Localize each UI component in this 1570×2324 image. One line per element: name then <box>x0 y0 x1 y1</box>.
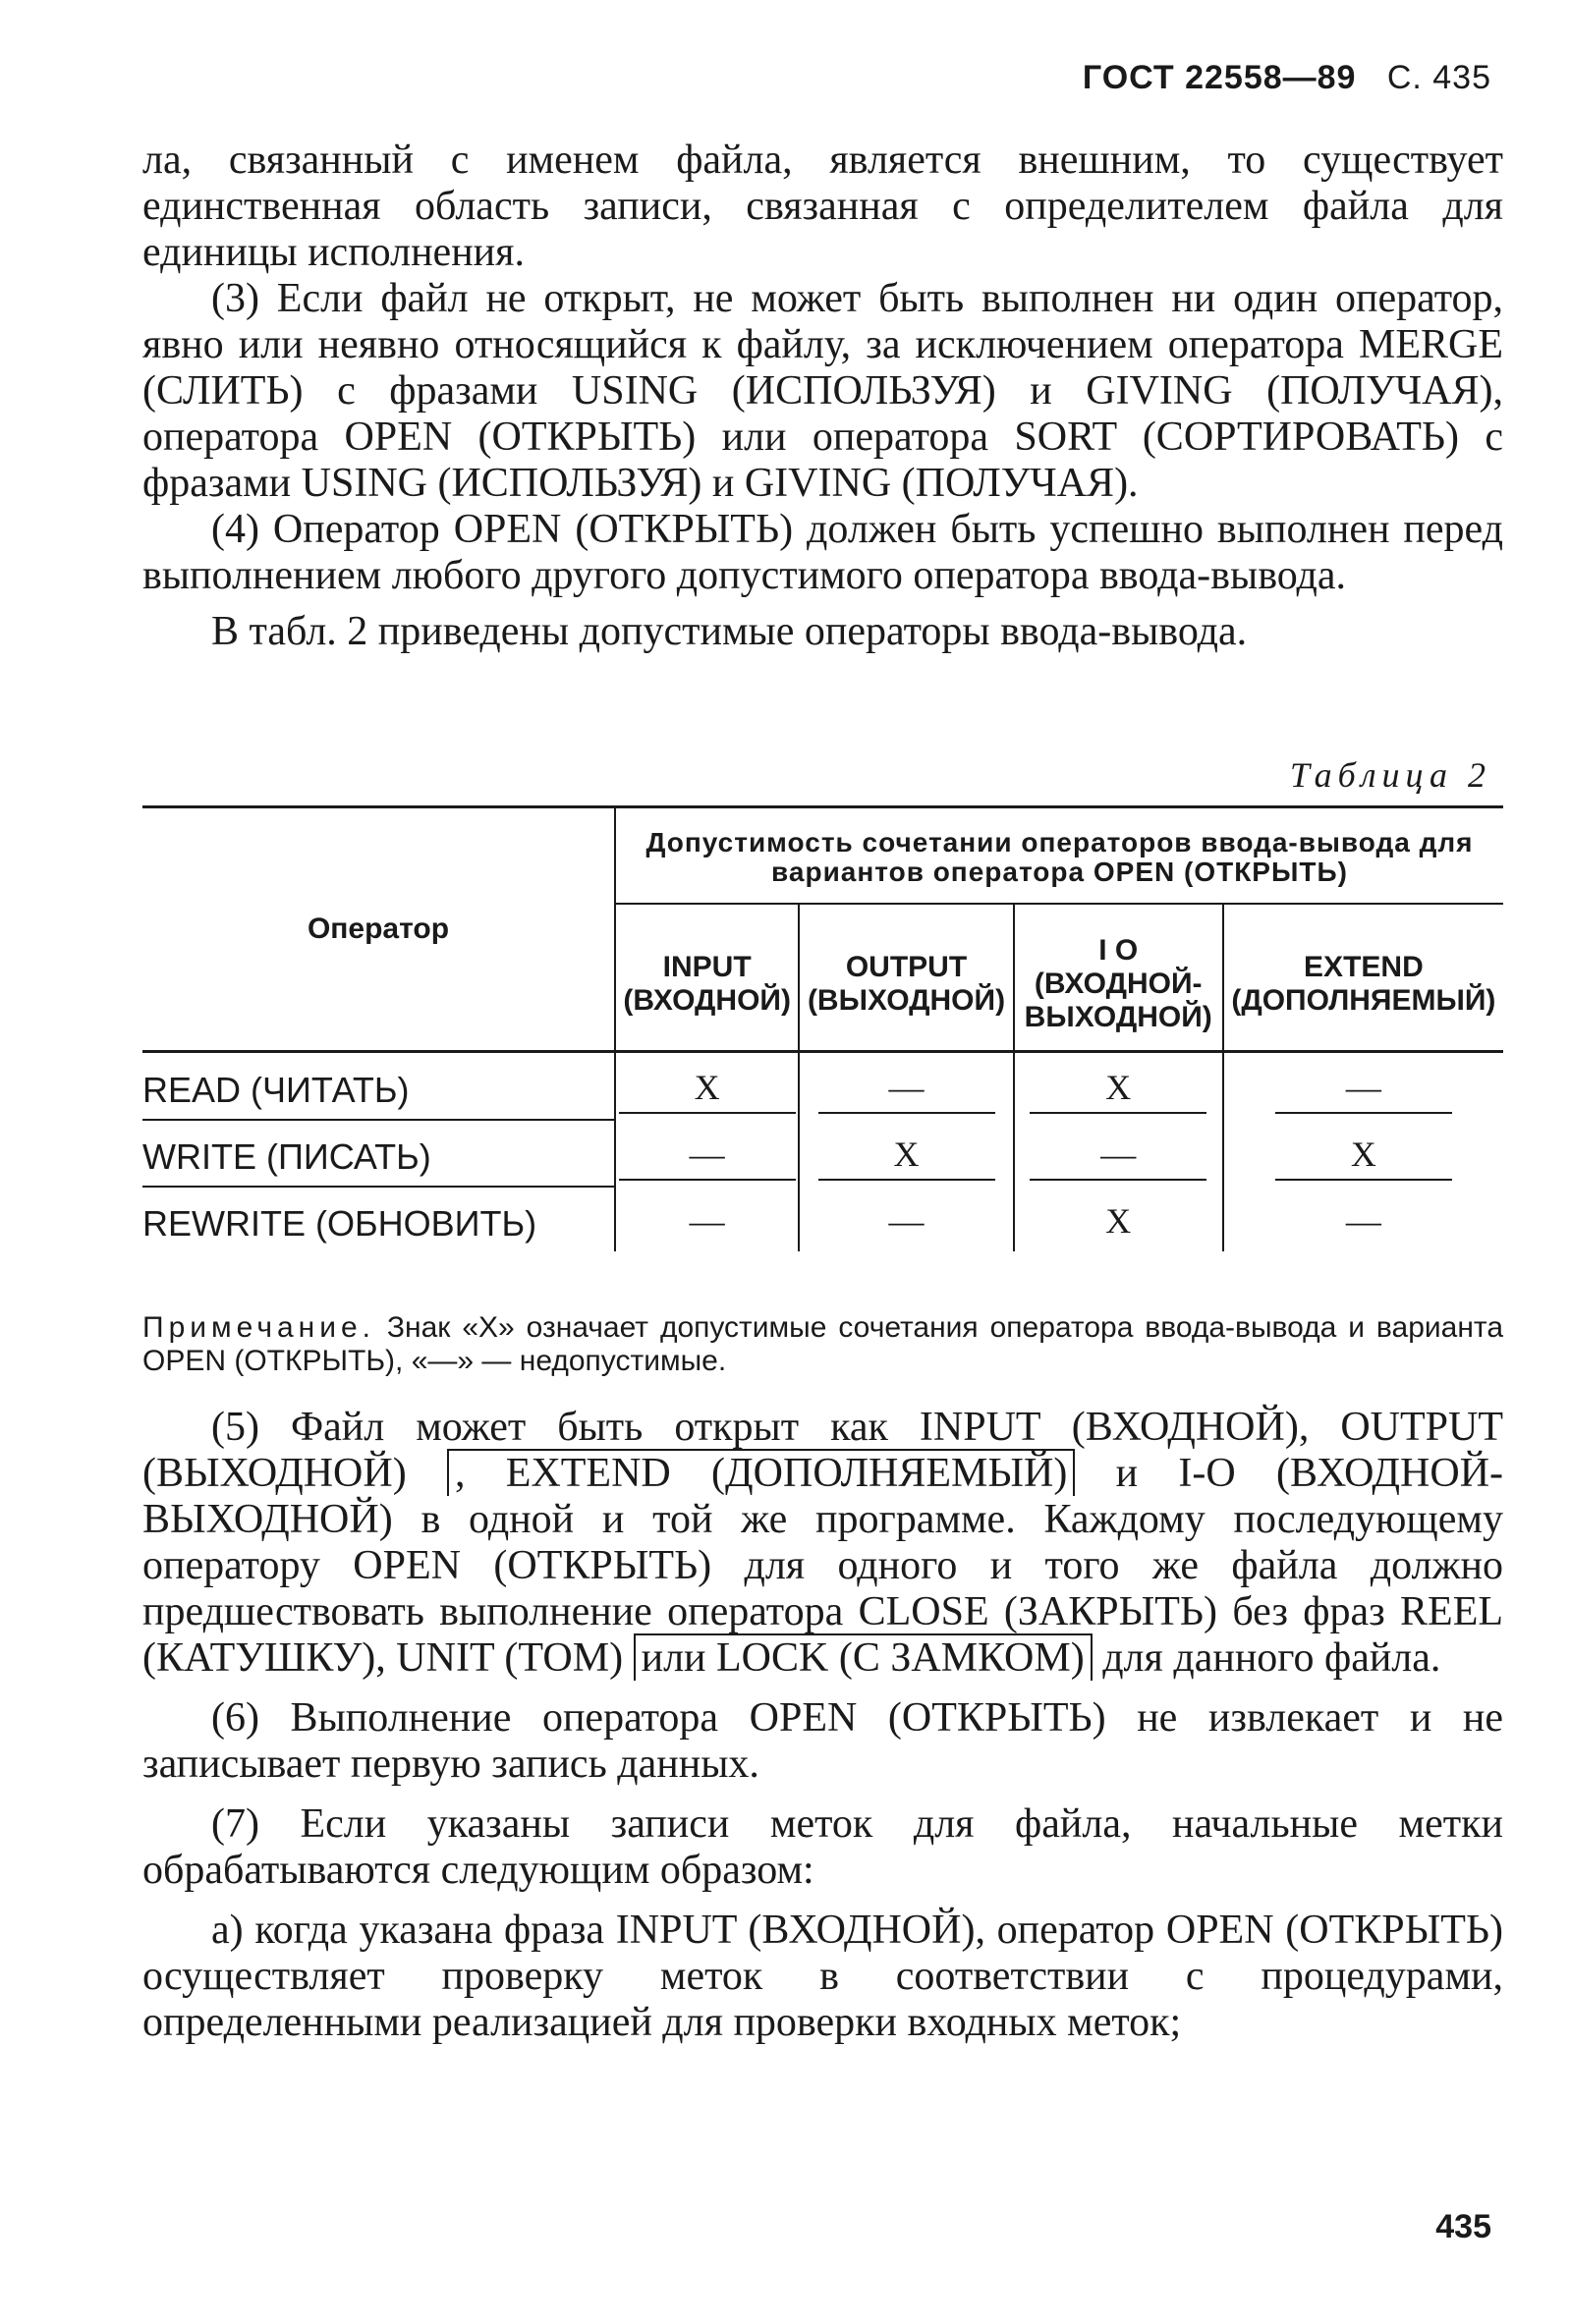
paragraph-4: (4) Оператор OPEN (ОТКРЫТЬ) должен быть успешно выполнен перед выполнением любого другого допустимого оператора ввода-вывода. <box>142 507 1503 598</box>
paragraph-5-boxed-lock: или LOCK (С ЗАМКОМ) <box>634 1633 1093 1681</box>
note-text: Знак «X» означает допустимые сочетания оператора ввода-вывода и варианта OPEN (ОТКРЫТЬ), «—» — недопустимые. <box>142 1311 1503 1377</box>
page-number: 435 <box>1435 2208 1491 2245</box>
paragraph-table-intro: В табл. 2 приведены допустимые операторы ввода-вывода. <box>211 609 1248 654</box>
col-header-operator: Оператор <box>142 807 615 1052</box>
table-caption: Таблица 2 <box>1289 755 1491 795</box>
col-header-extend: EXTEND (ДОПОЛНЯЕМЫЙ) <box>1223 904 1503 1052</box>
paragraph-7: (7) Если указаны записи меток для файла, начальные метки обрабатываются следующим образом: <box>142 1801 1503 1893</box>
table-note <box>142 1311 1503 1378</box>
gost-number: ГОСТ 22558—89 <box>1082 59 1357 96</box>
table-cell: X <box>1105 1201 1132 1241</box>
table-cell: — <box>818 1067 995 1114</box>
table-cell: X <box>619 1067 796 1114</box>
table-cell: X <box>1030 1067 1206 1114</box>
row-operator: WRITE (ПИСАТЬ) <box>142 1120 615 1187</box>
text-block-bottom <box>142 1405 1503 2046</box>
paragraph-continuation: ла, связанный с именем файла, является внешним, то существует единственная область записи, связанная с определителем файла для единицы исполнения. <box>142 138 1503 275</box>
col-header-group: Допустимость сочетании операторов ввода-вывода для вариантов оператора OPEN (ОТКРЫТЬ) <box>615 807 1503 905</box>
page-header <box>1083 59 1491 97</box>
header-page-ref: С. 435 <box>1386 59 1491 96</box>
col-header-io: I O (ВХОДНОЙ-ВЫХОДНОЙ) <box>1014 904 1223 1052</box>
table-row <box>142 1120 1503 1187</box>
paragraph-5-part-a: (5) Файл может быть открыт как INPUT (ВХОДНОЙ), OUTPUT (ВЫХОДНОЙ) <box>142 1405 1503 1496</box>
row-operator: READ (ЧИТАТЬ) <box>142 1052 615 1121</box>
table-cell: — <box>1275 1067 1452 1114</box>
table-cell: — <box>619 1134 796 1181</box>
note-label: Примечание. <box>142 1311 375 1344</box>
table-row <box>142 1187 1503 1251</box>
table-cell: X <box>1275 1134 1452 1181</box>
table-cell: X <box>818 1134 995 1181</box>
table-row <box>142 1052 1503 1121</box>
paragraph-6: (6) Выполнение оператора OPEN (ОТКРЫТЬ) не извлекает и не записывает первую запись данных. <box>142 1695 1503 1787</box>
col-header-input: INPUT (ВХОДНОЙ) <box>623 951 791 1017</box>
paragraph-3: (3) Если файл не открыт, не может быть выполнен ни один оператор, явно или неявно относящийся к файлу, за исключением оператора MERGE (СЛИТЬ) с фразами USING (ИСПОЛЬЗУЯ) и GIVING (ПОЛУЧАЯ), оператора OPEN (ОТКРЫТЬ) или оператора SORT (СОРТИРОВАТЬ) с фразами USING (ИСПОЛЬЗУЯ) и GIVING (ПОЛУЧАЯ). <box>142 276 1503 506</box>
text-block-top <box>142 138 1503 655</box>
col-header-output: OUTPUT (ВЫХОДНОЙ) <box>799 904 1013 1052</box>
paragraph-5-part-b: и I-O (ВХОДНОЙ-ВЫХОДНОЙ) в одной и той же программе. Каждому последующему оператору OPEN (ОТКРЫТЬ) для одного и того же файла должно предшествовать выполнение оператора CLOSE (ЗАКРЫТЬ) без фраз REEL (КАТУШКУ), UNIT (ТОМ) <box>142 1451 1504 1681</box>
paragraph-5 <box>142 1405 1503 1682</box>
row-operator: REWRITE (ОБНОВИТЬ) <box>142 1187 615 1251</box>
table-cell: — <box>689 1201 725 1241</box>
paragraph-5-part-c: для данного файла. <box>1102 1635 1441 1681</box>
table-cell: — <box>888 1201 925 1241</box>
table-cell: — <box>1030 1134 1206 1181</box>
paragraph-5-boxed-extend: , EXTEND (ДОПОЛНЯЕМЫЙ) <box>447 1449 1075 1496</box>
table-2 <box>142 805 1503 1251</box>
table-cell: — <box>1345 1201 1381 1241</box>
paragraph-7a: а) когда указана фраза INPUT (ВХОДНОЙ), оператор OPEN (ОТКРЫТЬ) осуществляет проверку меток в соответствии с процедурами, определенными реализацией для проверки входных меток; <box>142 1908 1503 2045</box>
